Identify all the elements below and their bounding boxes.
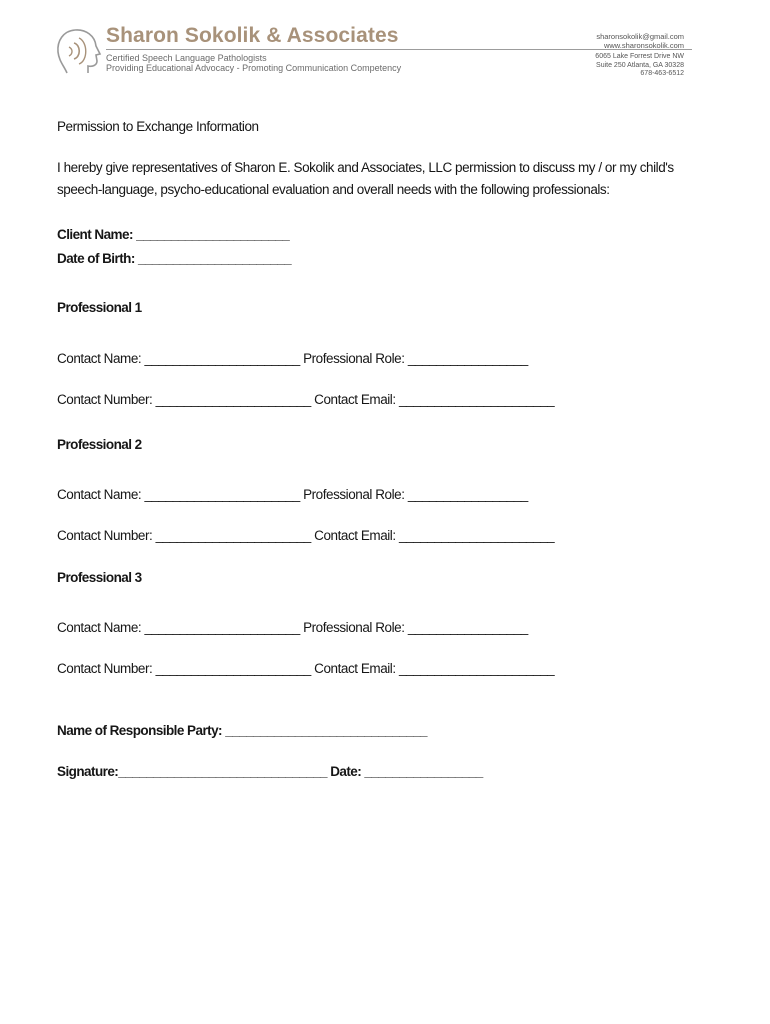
- contact-phone: 678-463-6512: [640, 70, 684, 77]
- professional-3-name-role-fields[interactable]: Contact Name: ______________________ Professional Role: _________________: [57, 620, 528, 635]
- date-of-birth-field[interactable]: Date of Birth: ______________________: [57, 251, 292, 266]
- professional-3-heading: Professional 3: [57, 570, 142, 585]
- address-line-2: Suite 250 Atlanta, GA 30328: [596, 61, 684, 69]
- contact-email: sharonsokolik@gmail.com: [596, 32, 684, 41]
- professional-1-heading: Professional 1: [57, 300, 142, 315]
- professional-1-number-email-fields[interactable]: Contact Number: ______________________ Contact Email: ______________________: [57, 392, 555, 407]
- responsible-party-field[interactable]: Name of Responsible Party: _____________________________: [57, 723, 427, 738]
- professional-2-number-email-fields[interactable]: Contact Number: ______________________ Contact Email: ______________________: [57, 528, 555, 543]
- address-line-1: 6065 Lake Forrest Drive NW: [595, 53, 684, 60]
- professional-1-name-role-fields[interactable]: Contact Name: ______________________ Professional Role: _________________: [57, 351, 528, 366]
- client-name-field[interactable]: Client Name: ______________________: [57, 227, 290, 242]
- contact-address: [595, 53, 684, 79]
- intro-line-2: speech-language, psycho-educational evaluation and overall needs with the following professionals:: [57, 182, 610, 197]
- professional-2-heading: Professional 2: [57, 437, 142, 452]
- intro-line-1: I hereby give representatives of Sharon E. Sokolik and Associates, LLC permission to discuss my / or my child's: [57, 160, 674, 175]
- signature-date-field[interactable]: Signature:______________________________ Date: _________________: [57, 764, 483, 779]
- professional-3-number-email-fields[interactable]: Contact Number: ______________________ Contact Email: ______________________: [57, 661, 555, 676]
- contact-website: www.sharonsokolik.com: [603, 40, 684, 50]
- professional-2-name-role-fields[interactable]: Contact Name: ______________________ Professional Role: _________________: [57, 487, 528, 502]
- brand-name: Sharon Sokolik & Associates: [106, 24, 399, 47]
- tagline-line-1: Certified Speech Language Pathologists: [106, 53, 267, 63]
- form-title: Permission to Exchange Information: [57, 119, 259, 134]
- letterhead: [0, 0, 770, 90]
- tagline-line-2: Providing Educational Advocacy - Promoting Communication Competency: [106, 63, 402, 73]
- contact-online: [596, 33, 684, 50]
- profile-head-logo-icon: [55, 26, 103, 76]
